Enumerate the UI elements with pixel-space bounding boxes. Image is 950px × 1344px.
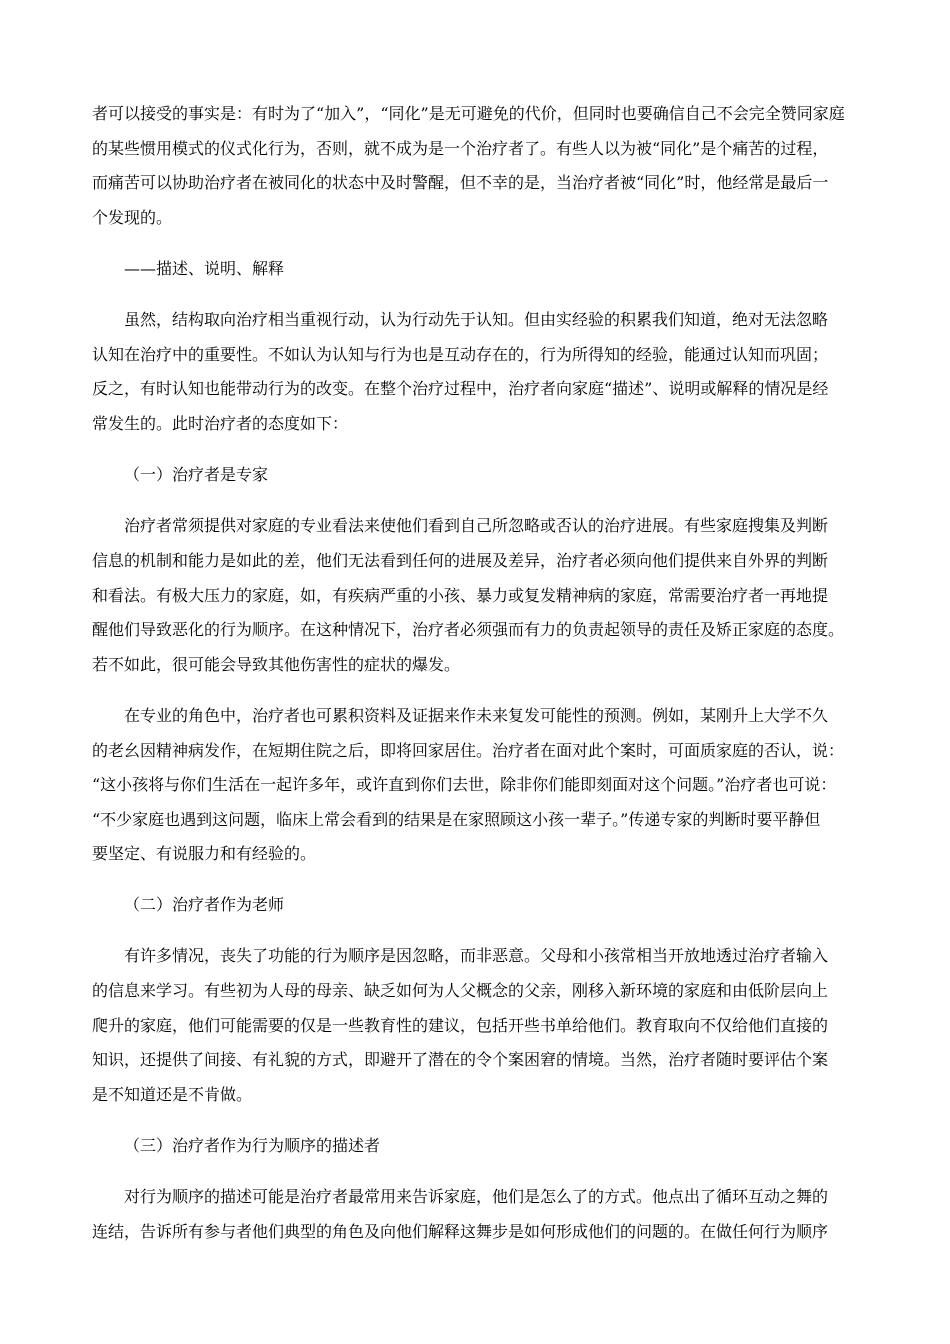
text-line: “这小孩将与你们生活在一起许多年，或许直到你们去世，除非你们能即刻面对这个问题。”治疗者也可说： xyxy=(92,775,837,794)
text-line: 的某些惯用模式的仪式化行为，否则，就不成为是一个治疗者了。有些人以为被“同化”是个痛苦的过程， xyxy=(92,139,829,158)
text-line: 有许多情况，丧失了功能的行为顺序是因忽略，而非恶意。父母和小孩常相当开放地透过治疗者输入 xyxy=(124,946,829,965)
text-line: 的老幺因精神病发作，在短期住院之后，即将回家居住。治疗者在面对此个案时，可面质家庭的否认，说： xyxy=(92,741,845,760)
text-line: 连结，告诉所有参与者他们典型的角色及向他们解释这舞步是如何形成他们的问题的。在做任何行为顺序 xyxy=(92,1222,829,1241)
text-line: 的信息来学习。有些初为人母的母亲、缺乏如何为人父概念的父亲，刚移入新环境的家庭和由低阶层向上 xyxy=(92,981,829,1000)
text-line: 若不如此，很可能会导致其他伤害性的症状的爆发。 xyxy=(92,655,461,674)
text-line: 信息的机制和能力是如此的差，他们无法看到任何的进展及差异，治疗者必须向他们提供来自外界的判断 xyxy=(92,551,829,570)
text-line: 反之，有时认知也能带动行为的改变。在整个治疗过程中，治疗者向家庭“描述”、说明或解释的情况是经 xyxy=(92,379,829,398)
text-line: 认知在治疗中的重要性。不如认为认知与行为也是互动存在的，行为所得知的经验，能通过认知而巩固； xyxy=(92,345,829,364)
subsection-heading: （二）治疗者作为老师 xyxy=(124,895,285,914)
text-line: 爬升的家庭，他们可能需要的仅是一些教育性的建议，包括开些书单给他们。教育取向不仅给他们直接的 xyxy=(92,1016,829,1035)
text-line: 知识，还提供了间接、有礼貌的方式，即避开了潜在的令个案困窘的情境。当然，治疗者随时要评估个案 xyxy=(92,1050,829,1069)
text-line: 个发现的。 xyxy=(92,208,173,227)
text-line: 和看法。有极大压力的家庭，如，有疾病严重的小孩、暴力或复发精神病的家庭，常需要治疗者一再地提 xyxy=(92,586,829,605)
subsection-heading: （三）治疗者作为行为顺序的描述者 xyxy=(124,1136,381,1155)
text-line: 对行为顺序的描述可能是治疗者最常用来告诉家庭，他们是怎么了的方式。他点出了循环互动之舞的 xyxy=(124,1187,829,1206)
text-line: “不少家庭也遇到这问题，临床上常会看到的结果是在家照顾这小孩一辈子。”传递专家的判断时要平静但 xyxy=(92,810,821,829)
text-line: 醒他们导致恶化的行为顺序。在这种情况下，治疗者必须强而有力的负责起领导的责任及矫正家庭的态度。 xyxy=(92,620,845,639)
text-line: 常发生的。此时治疗者的态度如下： xyxy=(92,414,349,433)
text-line: 而痛苦可以协助治疗者在被同化的状态中及时警醒，但不幸的是，当治疗者被“同化”时，他经常是最后一 xyxy=(92,173,829,192)
subsection-heading: （一）治疗者是专家 xyxy=(124,465,269,484)
text-line: 者可以接受的事实是：有时为了“加入”，“同化”是无可避免的代价，但同时也要确信自己不会完全赞同家庭 xyxy=(92,104,845,123)
text-line: 要坚定、有说服力和有经验的。 xyxy=(92,844,317,863)
text-line: 是不知道还是不肯做。 xyxy=(92,1085,253,1104)
text-line: 虽然，结构取向治疗相当重视行动，认为行动先于认知。但由实经验的积累我们知道，绝对无法忽略 xyxy=(124,310,829,329)
text-line: 治疗者常须提供对家庭的专业看法来使他们看到自己所忽略或否认的治疗进展。有些家庭搜集及判断 xyxy=(124,516,829,535)
text-line: 在专业的角色中，治疗者也可累积资料及证据来作未来复发可能性的预测。例如，某刚升上大学不久 xyxy=(124,706,829,725)
section-heading: ——描述、说明、解释 xyxy=(124,259,285,278)
